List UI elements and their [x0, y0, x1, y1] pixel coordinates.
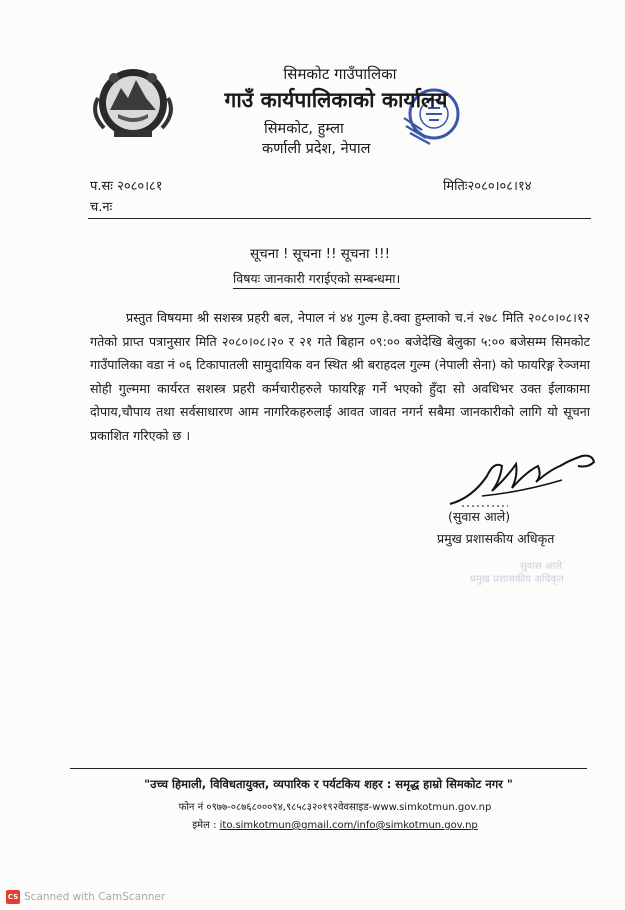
notice-body: प्रस्तुत विषयमा श्री सशस्त्र प्रहरी बल, नेपाल नं ४४ गुल्म हे.क्वा हुम्लाको च.नं २७८ मिति २०८०।०८।१२ गतेको प्राप्त पत्रानुसार मिति २०८०।०८।२० र २१ गते बिहान ०९:०० बजेदेखि बेलुका ५:०० बजेसम्म सिमकोट गाउँपालिका वडा नं ०६ टिकापातली सामुदायिक वन स्थित श्री बराहदल गुल्म (नेपाली सेना) को फायरिङ्ग रेञ्जमा सोही गुल्ममा कार्यरत सशस्त्र प्रहरी कर्मचारीहरुले फायरिङ्ग गर्ने भएको हुँदा सो अवधिभर उक्त ईलाकामा दोपाय,चौपाय तथा सर्वसाधारण आम नागरिकहरुलाई आवत जावत नगर्न सबैमा जानकारीको लागि यो सूचना प्रकाशित गरिएको छ ।	[90, 310, 590, 443]
office-name: सिमकोट गाउँपालिका	[283, 65, 397, 83]
office-address-line2: कर्णाली प्रदेश, नेपाल	[262, 141, 371, 157]
footer-email	[90, 817, 580, 831]
letter-date: मितिः२०८०।०८।१४	[443, 179, 532, 194]
signatory-name: (सुवास आले)	[448, 509, 511, 524]
office-title: गाउँ कार्यपालिकाको कार्यालय	[224, 88, 448, 112]
footer-divider	[70, 768, 587, 769]
footer-motto: "उच्च हिमाली, विविधतायुक्त, व्यपारिक र पर्यटकिय शहर : समृद्ध हाम्रो सिमकोट नगर "	[144, 777, 513, 791]
dispatch-number: च.नः	[90, 200, 113, 215]
notice-subject: विषयः जानकारी गराईएको सम्बन्धमा।	[233, 270, 400, 289]
letter-number: प.सः २०८०।८१	[90, 179, 163, 194]
handwritten-signature	[442, 436, 602, 516]
office-address-line1: सिमकोट, हुम्ला	[264, 121, 344, 137]
faint-stamp-role: प्रमुख प्रशासकीय अधिकृत	[470, 574, 564, 585]
footer-contact: फोन नं ०९७७-०८७६८०००९४,९८५८३२०१९२वेवसाइड-www.simkotmun.gov.np	[178, 802, 492, 813]
notice-heading: सूचना ! सूचना !! सूचना !!!	[250, 246, 390, 262]
faint-stamp-name: सुवास आले	[520, 561, 562, 572]
footer-email-label: इमेल :	[192, 820, 217, 831]
nepal-emblem-icon	[90, 58, 176, 144]
camscanner-watermark: Scanned with CamScanner	[24, 891, 166, 903]
camscanner-logo-icon: CS	[6, 890, 20, 904]
footer-email-link[interactable]: ito.simkotmun@gmail.com/info@simkotmun.gov.np	[219, 820, 478, 831]
header-divider	[88, 218, 591, 219]
signatory-role: प्रमुख प्रशासकीय अधिकृत	[437, 531, 555, 546]
